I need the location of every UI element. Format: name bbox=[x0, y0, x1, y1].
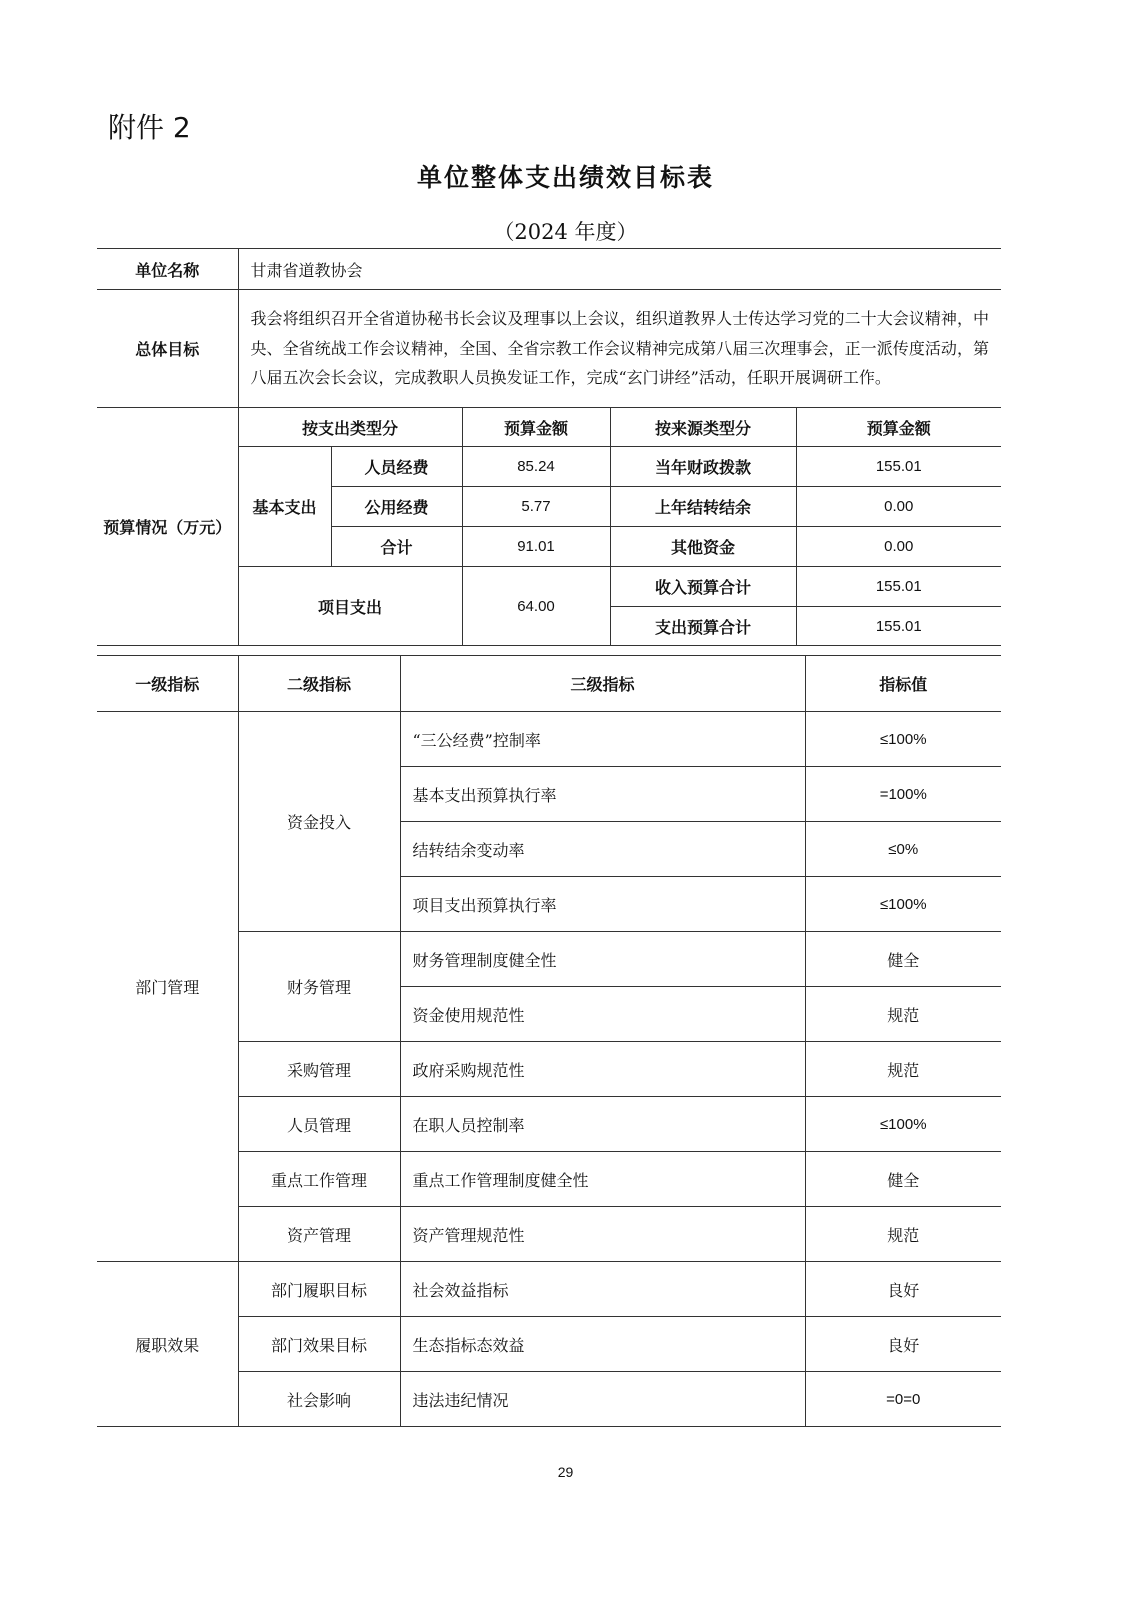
indicator-name: 生态指标态效益 bbox=[400, 1317, 805, 1372]
header-level3: 三级指标 bbox=[400, 656, 805, 712]
level2-personnel-management: 人员管理 bbox=[238, 1097, 400, 1152]
budget-label: 预算情况（万元） bbox=[97, 408, 238, 646]
level1-performance-effect: 履职效果 bbox=[97, 1262, 238, 1427]
indicator-name: 社会效益指标 bbox=[400, 1262, 805, 1317]
header-level2: 二级指标 bbox=[238, 656, 400, 712]
level2-finance-management: 财务管理 bbox=[238, 932, 400, 1042]
indicator-value: 规范 bbox=[805, 1042, 1001, 1097]
attachment-label: 附件 2 bbox=[108, 111, 191, 144]
income-total-label: 收入预算合计 bbox=[610, 567, 796, 607]
personnel-cost-label: 人员经费 bbox=[331, 447, 462, 487]
indicator-value: 健全 bbox=[805, 1152, 1001, 1207]
other-funds-value: 0.00 bbox=[796, 527, 1001, 567]
project-expense-label: 项目支出 bbox=[238, 567, 462, 646]
level2-social-impact: 社会影响 bbox=[238, 1372, 400, 1427]
indicator-value: ≤100% bbox=[805, 877, 1001, 932]
page-title: 单位整体支出绩效目标表 bbox=[416, 163, 714, 192]
indicator-value: 良好 bbox=[805, 1262, 1001, 1317]
indicator-name: 项目支出预算执行率 bbox=[400, 877, 805, 932]
page-number: 29 bbox=[557, 1464, 574, 1480]
indicator-value: 规范 bbox=[805, 987, 1001, 1042]
indicator-value: 良好 bbox=[805, 1317, 1001, 1372]
public-cost-label: 公用经费 bbox=[331, 487, 462, 527]
col-expense-type: 按支出类型分 bbox=[238, 408, 462, 447]
col-amount-2: 预算金额 bbox=[796, 408, 1001, 447]
expense-total-label: 支出预算合计 bbox=[610, 607, 796, 646]
other-funds-label: 其他资金 bbox=[610, 527, 796, 567]
project-expense-value: 64.00 bbox=[462, 567, 610, 646]
indicator-name: 基本支出预算执行率 bbox=[400, 767, 805, 822]
indicator-name: 政府采购规范性 bbox=[400, 1042, 805, 1097]
header-level1: 一级指标 bbox=[97, 656, 238, 712]
indicator-name: 资产管理规范性 bbox=[400, 1207, 805, 1262]
indicator-name: 资金使用规范性 bbox=[400, 987, 805, 1042]
indicator-value: ≤100% bbox=[805, 712, 1001, 767]
indicator-value: ≤0% bbox=[805, 822, 1001, 877]
indicator-name: 结转结余变动率 bbox=[400, 822, 805, 877]
col-amount: 预算金额 bbox=[462, 408, 610, 447]
public-cost-value: 5.77 bbox=[462, 487, 610, 527]
fiscal-appropriation-value: 155.01 bbox=[796, 447, 1001, 487]
unit-name-value: 甘肃省道教协会 bbox=[238, 249, 1001, 290]
year-subtitle: （2024 年度） bbox=[493, 220, 638, 244]
indicator-table bbox=[97, 655, 1001, 1427]
carryover-label: 上年结转结余 bbox=[610, 487, 796, 527]
indicator-value: 规范 bbox=[805, 1207, 1001, 1262]
indicator-value: 健全 bbox=[805, 932, 1001, 987]
indicator-name: 在职人员控制率 bbox=[400, 1097, 805, 1152]
basic-expense-label: 基本支出 bbox=[238, 447, 331, 567]
overall-goal-text: 我会将组织召开全省道协秘书长会议及理事以上会议，组织道教界人士传达学习党的二十大会议精神，中央、全省统战工作会议精神，全国、全省宗教工作会议精神完成第八届三次理事会，正一派传度活动，第八届五次会长会议，完成教职人员换发证工作，完成“玄门讲经”活动，任职开展调研工作。 bbox=[238, 290, 1001, 408]
indicator-value: ≤100% bbox=[805, 1097, 1001, 1152]
level2-effect-goal: 部门效果目标 bbox=[238, 1317, 400, 1372]
level2-asset-management: 资产管理 bbox=[238, 1207, 400, 1262]
carryover-value: 0.00 bbox=[796, 487, 1001, 527]
overall-goal-label: 总体目标 bbox=[97, 290, 238, 408]
level2-key-work-management: 重点工作管理 bbox=[238, 1152, 400, 1207]
fiscal-appropriation-label: 当年财政拨款 bbox=[610, 447, 796, 487]
subtotal-value: 91.01 bbox=[462, 527, 610, 567]
budget-table bbox=[97, 248, 1001, 646]
indicator-value: =100% bbox=[805, 767, 1001, 822]
indicator-value: =0=0 bbox=[805, 1372, 1001, 1427]
personnel-cost-value: 85.24 bbox=[462, 447, 610, 487]
header-value: 指标值 bbox=[805, 656, 1001, 712]
level1-dept-management: 部门管理 bbox=[97, 712, 238, 1262]
indicator-name: 违法违纪情况 bbox=[400, 1372, 805, 1427]
col-source-type: 按来源类型分 bbox=[610, 408, 796, 447]
indicator-name: 重点工作管理制度健全性 bbox=[400, 1152, 805, 1207]
indicator-name: 财务管理制度健全性 bbox=[400, 932, 805, 987]
unit-name-label: 单位名称 bbox=[97, 249, 238, 290]
indicator-name: “三公经费”控制率 bbox=[400, 712, 805, 767]
expense-total-value: 155.01 bbox=[796, 607, 1001, 646]
level2-procurement-management: 采购管理 bbox=[238, 1042, 400, 1097]
level2-funds-input: 资金投入 bbox=[238, 712, 400, 932]
subtotal-label: 合计 bbox=[331, 527, 462, 567]
level2-duty-goal: 部门履职目标 bbox=[238, 1262, 400, 1317]
income-total-value: 155.01 bbox=[796, 567, 1001, 607]
